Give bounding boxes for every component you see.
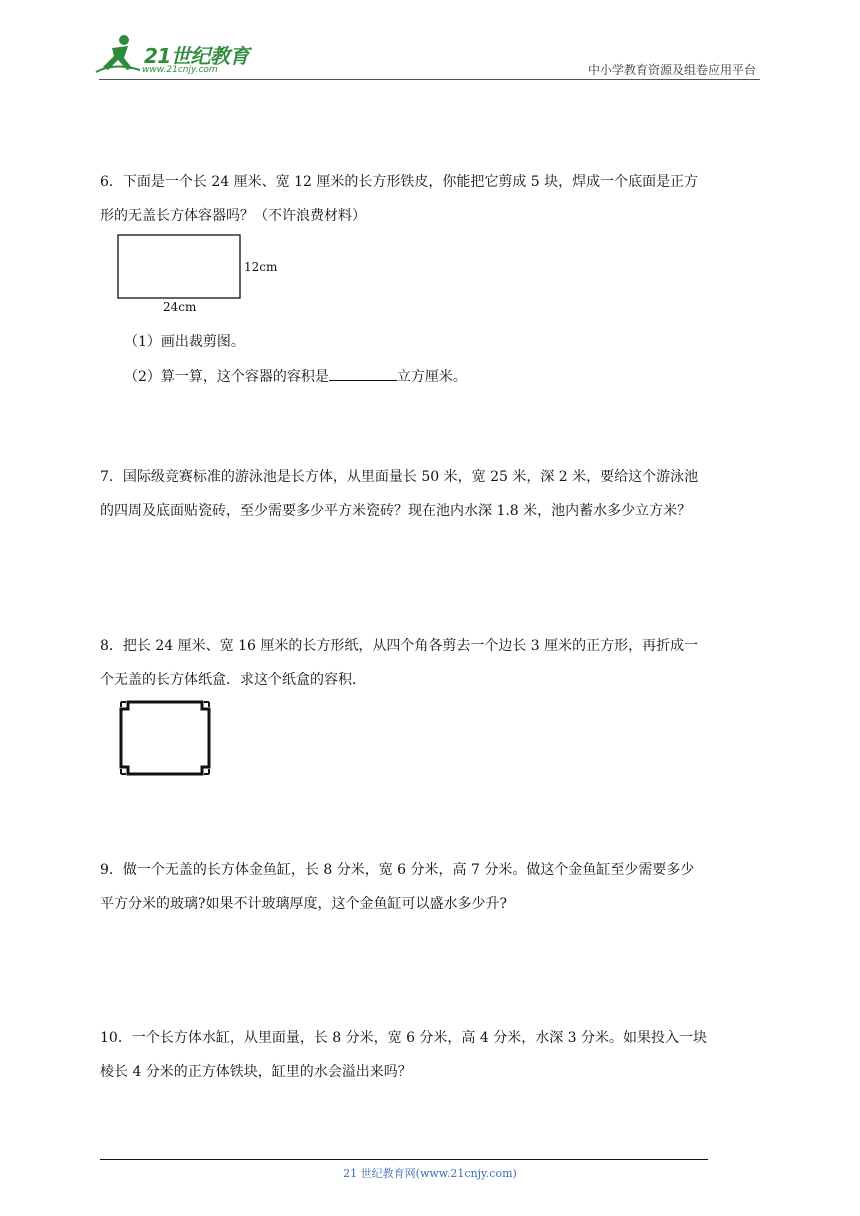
- question-6-line1: 6．下面是一个长 24 厘米、宽 12 厘米的长方形铁皮，你能把它剪成 5 块，焊成一个底面是正方: [100, 174, 699, 190]
- rectangle-diagram: [116, 234, 286, 318]
- question-9-line1: 9．做一个无盖的长方体金鱼缸，长 8 分米，宽 6 分米，高 7 分米。做这个金鱼缸至少需要多少: [100, 862, 695, 878]
- logo-url: www.21cnjy.com: [142, 65, 218, 75]
- cut-corners-figure: [116, 697, 220, 779]
- runner-logo-icon: [94, 32, 144, 78]
- question-7: [100, 460, 765, 528]
- question-10-line1: 10．一个长方体水缸，从里面量，长 8 分米，宽 6 分米，高 4 分米，水深 3 分米。如果投入一块: [100, 1030, 708, 1046]
- question-6-part2-before: （2）算一算，这个容器的容积是: [124, 369, 329, 385]
- footer-divider: [100, 1159, 708, 1160]
- question-7-line1: 7．国际级竞赛标准的游泳池是长方体，从里面量长 50 米，宽 25 米，深 2 米，要给这个游泳池: [100, 469, 699, 485]
- question-6: [100, 165, 765, 233]
- question-7-line2: 的四周及底面贴瓷砖，至少需要多少平方米瓷砖？现在池内水深 1.8 米，池内蓄水多少立方米？: [100, 503, 692, 519]
- question-9-line2: 平方分米的玻璃?如果不计玻璃厚度，这个金鱼缸可以盛水多少升?: [100, 896, 508, 912]
- question-10-line2: 棱长 4 分米的正方体铁块，缸里的水会溢出来吗？: [100, 1064, 412, 1080]
- footer-link[interactable]: 21 世纪教育网(www.21cnjy.com): [343, 1167, 517, 1180]
- header-divider: [99, 79, 760, 80]
- site-logo: [94, 30, 264, 80]
- question-9: [100, 853, 765, 921]
- question-6-line2: 形的无盖长方体容器吗？（不许浪费材料）: [100, 208, 366, 224]
- question-8-line2: 个无盖的长方体纸盒．求这个纸盒的容积．: [100, 672, 366, 688]
- question-8: [100, 629, 765, 697]
- rectangle-sheet-figure: [116, 234, 286, 318]
- figure-height-label: 12cm: [244, 260, 278, 274]
- question-6-part1: （1）画出裁剪图。: [124, 334, 245, 350]
- question-6-part2-after: 立方厘米。: [396, 369, 467, 385]
- figure-width-label: 24cm: [163, 300, 197, 314]
- question-8-line1: 8．把长 24 厘米、宽 16 厘米的长方形纸，从四个角各剪去一个边长 3 厘米的正方形，再折成一: [100, 638, 699, 654]
- logo-text: 21世纪教育: [144, 44, 249, 68]
- cut-corners-diagram: [116, 697, 220, 779]
- question-10: [100, 1021, 765, 1089]
- question-6-part2: [124, 366, 467, 386]
- answer-blank[interactable]: [329, 366, 397, 381]
- platform-label: 中小学教育资源及组卷应用平台: [587, 63, 756, 77]
